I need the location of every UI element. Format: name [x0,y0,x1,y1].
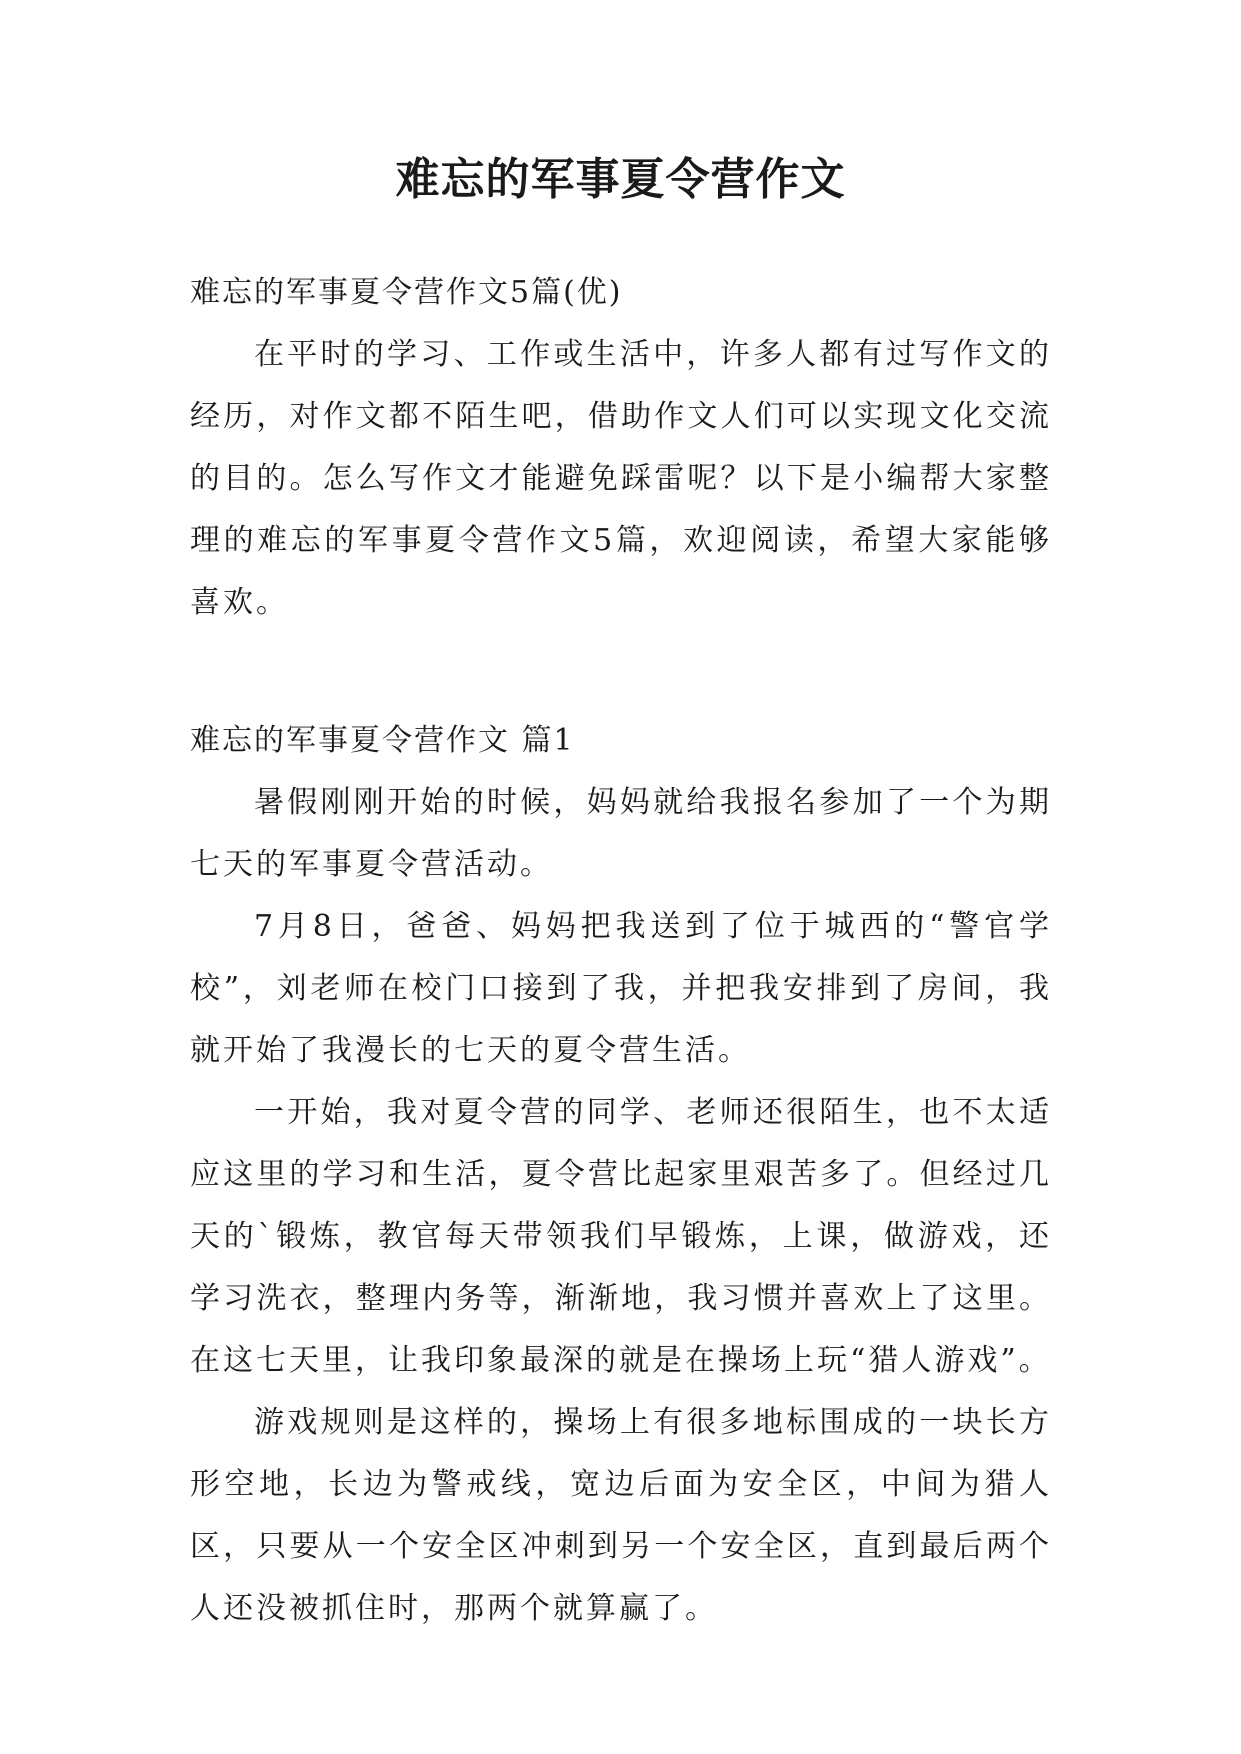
body-paragraph-4: 游戏规则是这样的，操场上有很多地标围成的一块长方形空地，长边为警戒线，宽边后面为安全区，中间为猎人区，只要从一个安全区冲刺到另一个安全区，直到最后两个人还没被抓住时，那两个就算赢了。 [190,1405,1052,1626]
document-title: 难忘的军事夏令营作文 [395,154,846,205]
document-subtitle: 难忘的军事夏令营作文5篇(优) [190,275,623,310]
intro-paragraph: 在平时的学习、工作或生活中，许多人都有过写作文的经历，对作文都不陌生吧，借助作文人们可以实现文化交流的目的。怎么写作文才能避免踩雷呢？以下是小编帮大家整理的难忘的军事夏令营作文5篇，欢迎阅读，希望大家能够喜欢。 [190,337,1052,620]
body-paragraph-1: 暑假刚刚开始的时候，妈妈就给我报名参加了一个为期七天的军事夏令营活动。 [190,785,1052,882]
body-paragraph-3: 一开始，我对夏令营的同学、老师还很陌生，也不太适应这里的学习和生活，夏令营比起家里艰苦多了。但经过几天的`锻炼，教官每天带领我们早锻炼，上课，做游戏，还学习洗衣，整理内务等，渐渐地，我习惯并喜欢上了这里。在这七天里，让我印象最深的就是在操场上玩“猎人游戏”。 [190,1095,1052,1378]
document-body [190,262,1052,1640]
section-heading: 难忘的军事夏令营作文 篇1 [190,723,575,758]
body-paragraph-2: 7月8日，爸爸、妈妈把我送到了位于城西的“警官学校”，刘老师在校门口接到了我，并把我安排到了房间，我就开始了我漫长的七天的夏令营生活。 [190,909,1052,1068]
section-spacer [190,634,1052,710]
